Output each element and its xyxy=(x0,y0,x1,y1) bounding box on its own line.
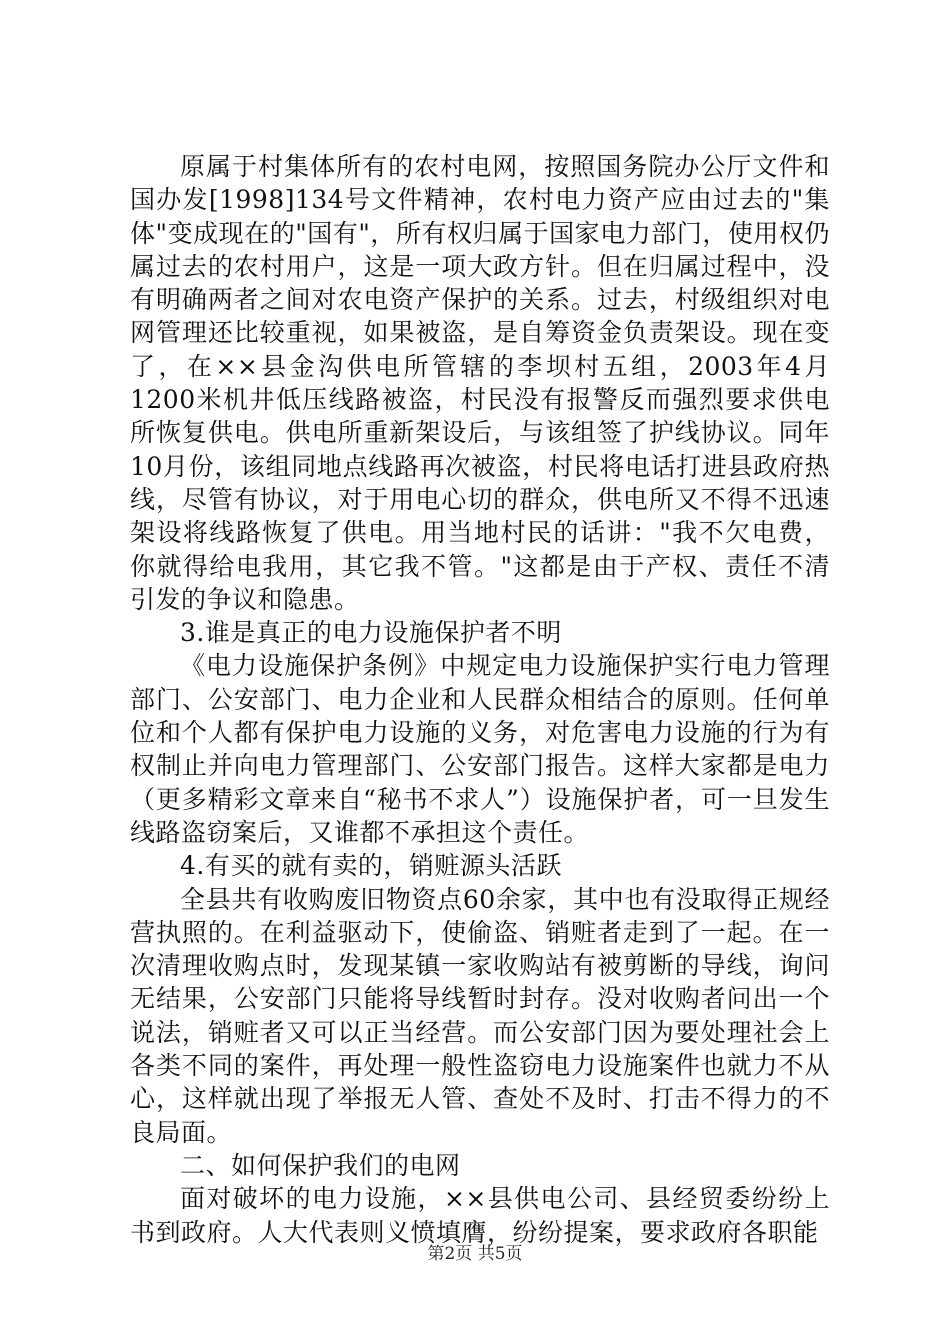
document-body xyxy=(130,150,830,1249)
page-number-footer: 第2页 共5页 xyxy=(427,1244,523,1264)
paragraph-recycling-stations: 全县共有收购废旧物资点60余家，其中也有没取得正规经营执照的。在利益驱动下，使偷盗、销赃者走到了一起。在一次清理收购点时，发现某镇一家收购站有被剪断的导线，询问无结果，公安部门只能将导线暂时封存。没对收购者问出一个说法，销赃者又可以正当经营。而公安部门因为要处理社会上各类不同的案件，再处理一般性盗窃电力设施案件也就力不从心，这样就出现了举报无人管、查处不及时、打击不得力的不良局面。 xyxy=(130,884,830,1147)
heading-how-to-protect-grid: 二、如何保护我们的电网 xyxy=(180,1150,461,1180)
paragraph-protection-regulations: 《电力设施保护条例》中规定电力设施保护实行电力管理部门、公安部门、电力企业和人民群众相结合的原则。任何单位和个人都有保护电力设施的义务，对危害电力设施的行为有权制止并向电力管理部门、公安部门报告。这样大家都是电力（更多精彩文章来自“秘书不求人”）设施保护者，可一旦发生线路盗窃案后，又谁都不承担这个责任。 xyxy=(130,651,830,847)
heading-stolen-goods-trade: 4.有买的就有卖的，销赃源头活跃 xyxy=(180,851,562,881)
heading-protector-unclear: 3.谁是真正的电力设施保护者不明 xyxy=(180,618,562,648)
paragraph-government-response: 面对破坏的电力设施，××县供电公司、县经贸委纷纷上书到政府。人大代表则义愤填膺，纷纷提案，要求政府各职能 xyxy=(130,1184,830,1247)
paragraph-property-rights: 原属于村集体所有的农村电网，按照国务院办公厅文件和国办发[1998]134号文件精神，农村电力资产应由过去的"集体"变成现在的"国有"，所有权归属于国家电力部门，使用权仍属过去的农村用户，这是一项大政方针。但在归属过程中，没有明确两者之间对农电资产保护的关系。过去，村级组织对电网管理还比较重视，如果被盗，是自筹资金负责架设。现在变了，在××县金沟供电所管辖的李坝村五组，2003年4月1200米机井低压线路被盗，村民没有报警反而强烈要求供电所恢复供电。供电所重新架设后，与该组签了护线协议。同年10月份，该组同地点线路再次被盗，村民将电话打进县政府热线，尽管有协议，对于用电心切的群众，供电所又不得不迅速架设将线路恢复了供电。用当地村民的话讲："我不欠电费，你就得给电我用，其它我不管。"这都是由于产权、责任不清引发的争议和隐患。 xyxy=(130,152,830,614)
